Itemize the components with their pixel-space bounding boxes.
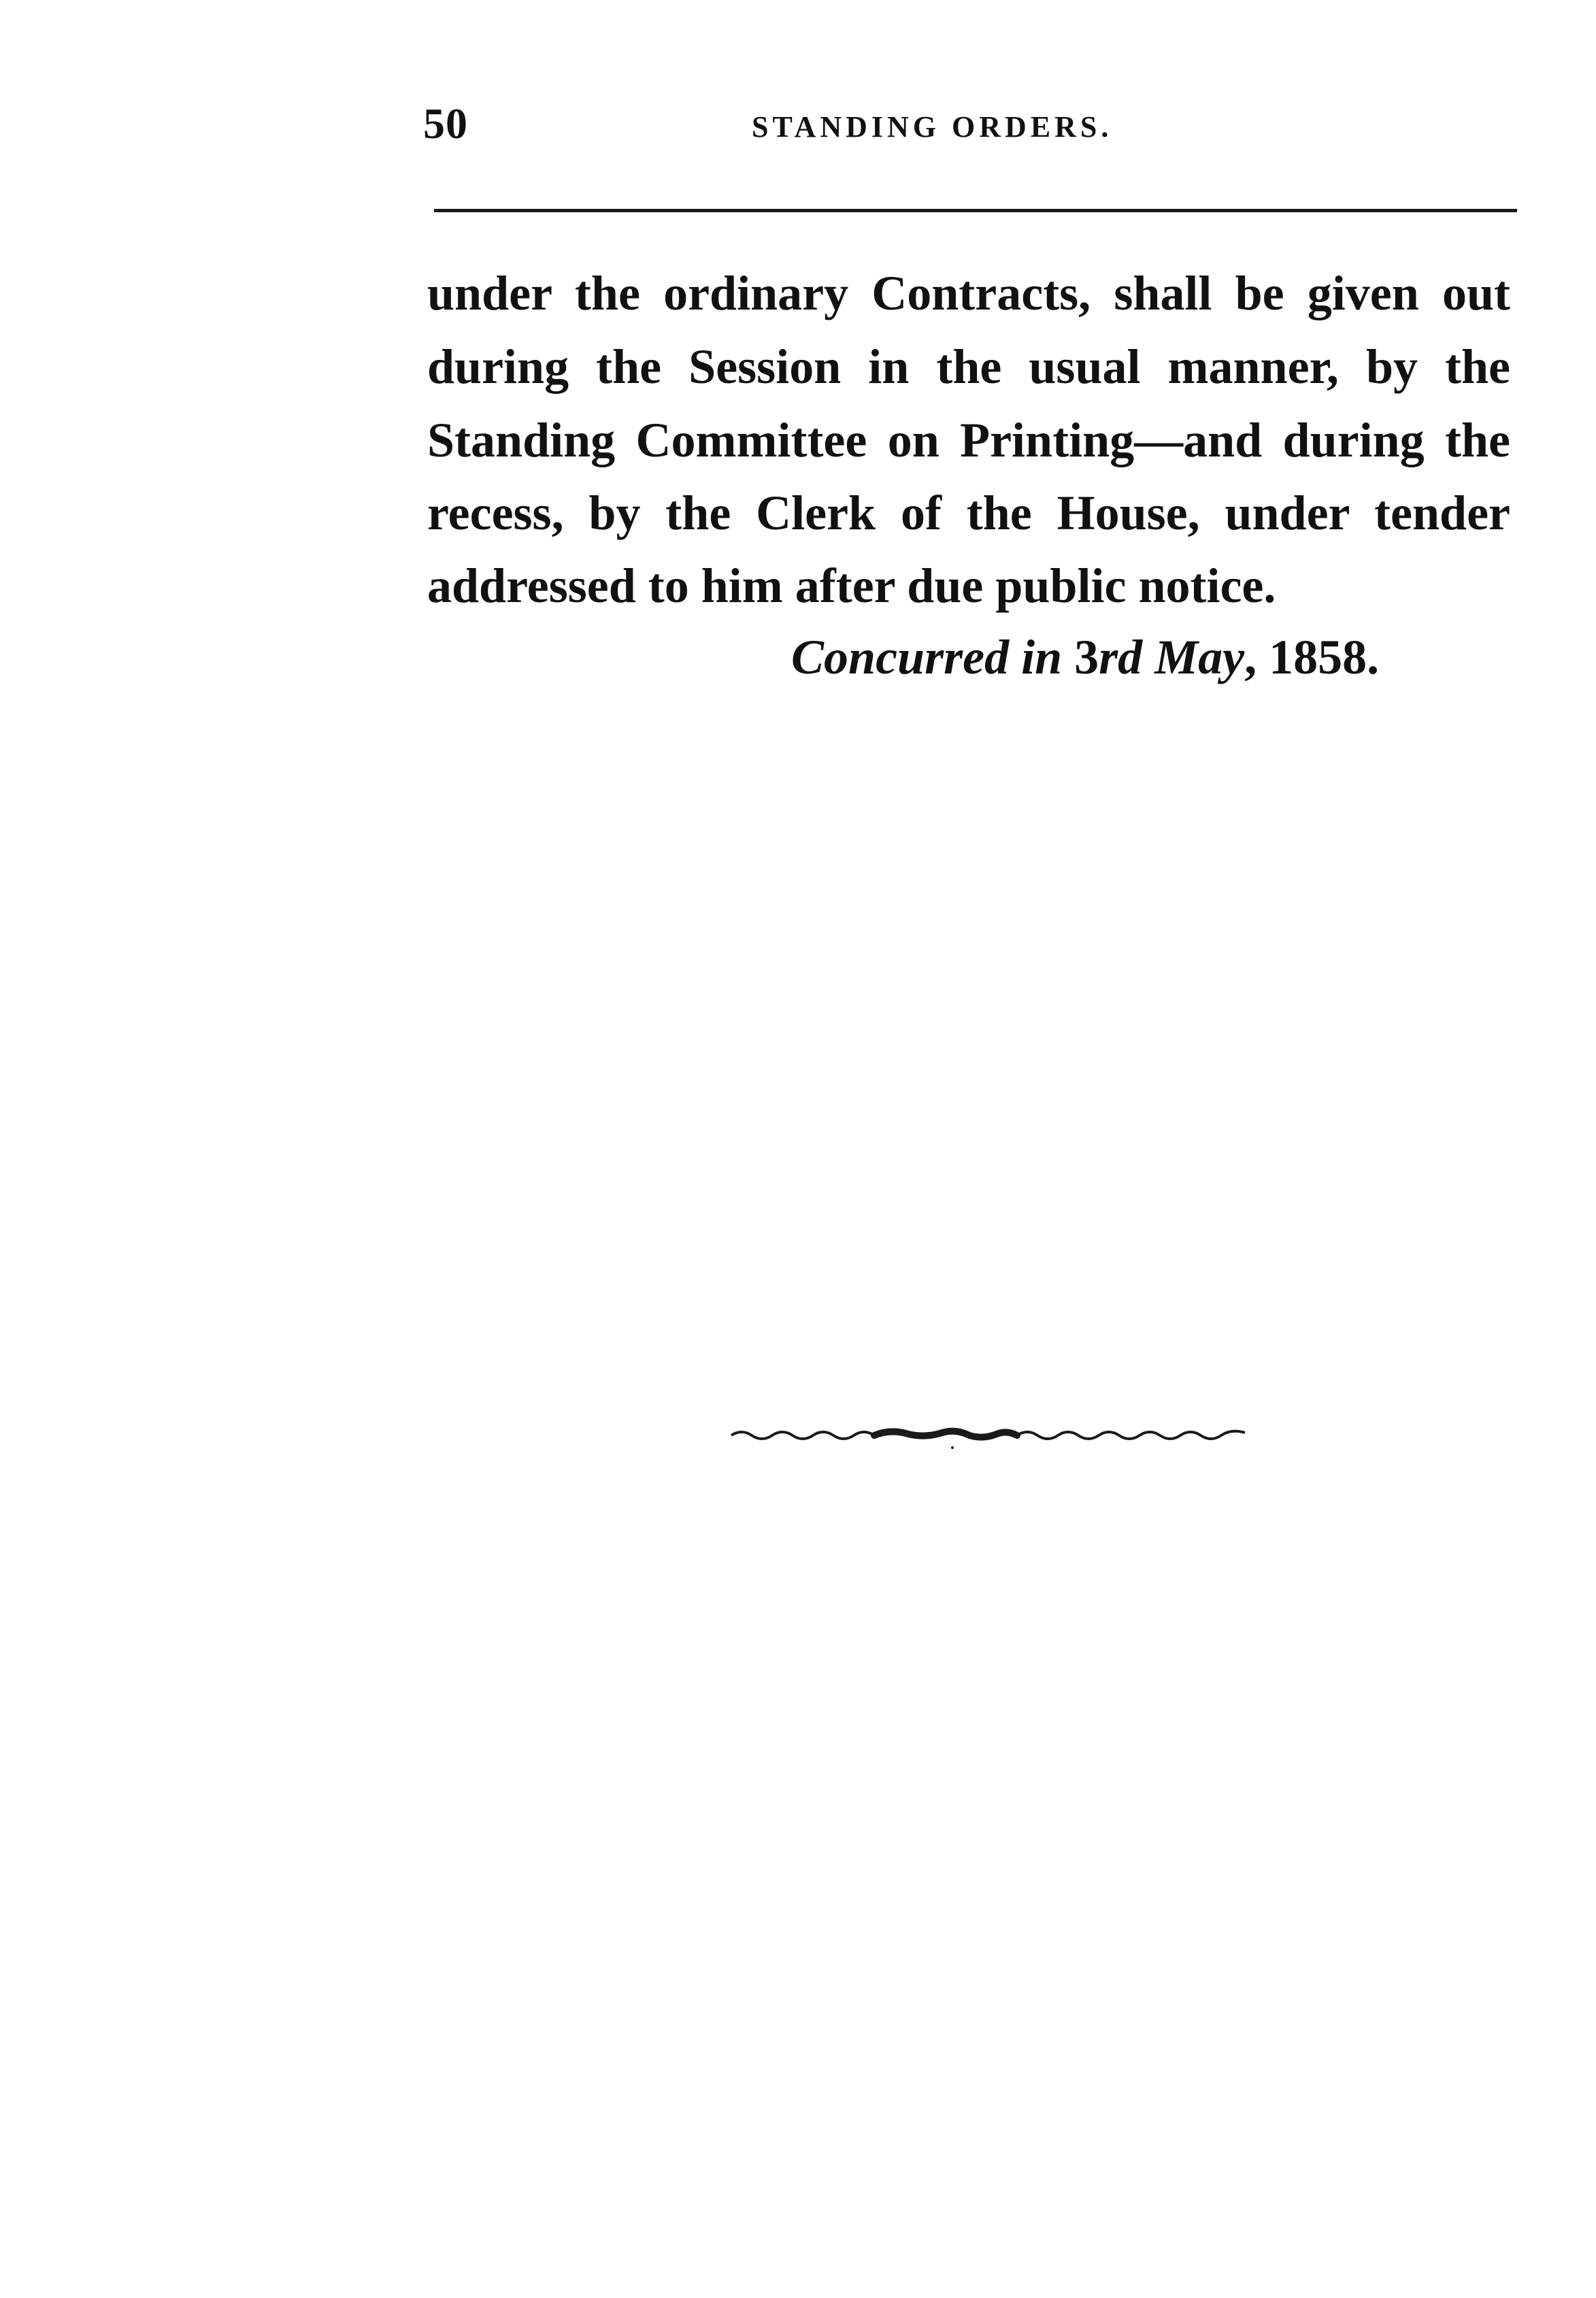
concurrence-plain-text-2: , 1858. bbox=[1244, 630, 1380, 684]
concurrence-italic-text-2: rd May bbox=[1099, 630, 1245, 684]
concurrence-plain-text-1: 3 bbox=[1062, 630, 1099, 684]
header-rule bbox=[434, 209, 1517, 212]
body-text-line-3: Standing Committee on Printing—and during the bbox=[427, 413, 1510, 467]
body-text-line-1: under the ordinary Contracts, shall be given out bbox=[427, 266, 1510, 320]
body-text-line-2: during the Session in the usual manner, by the bbox=[427, 339, 1510, 394]
body-text-line-4: recess, by the Clerk of the House, under tender bbox=[427, 486, 1510, 540]
concurrence-italic-text-1: Concurred in bbox=[791, 630, 1063, 684]
running-head: STANDING ORDERS. bbox=[752, 110, 1113, 144]
body-text-line-5: addressed to him after due public notice. bbox=[427, 559, 1276, 613]
wavy-rule-ornament-icon bbox=[728, 1408, 1252, 1456]
page-number: 50 bbox=[423, 99, 468, 148]
concurrence-date bbox=[791, 630, 1380, 684]
